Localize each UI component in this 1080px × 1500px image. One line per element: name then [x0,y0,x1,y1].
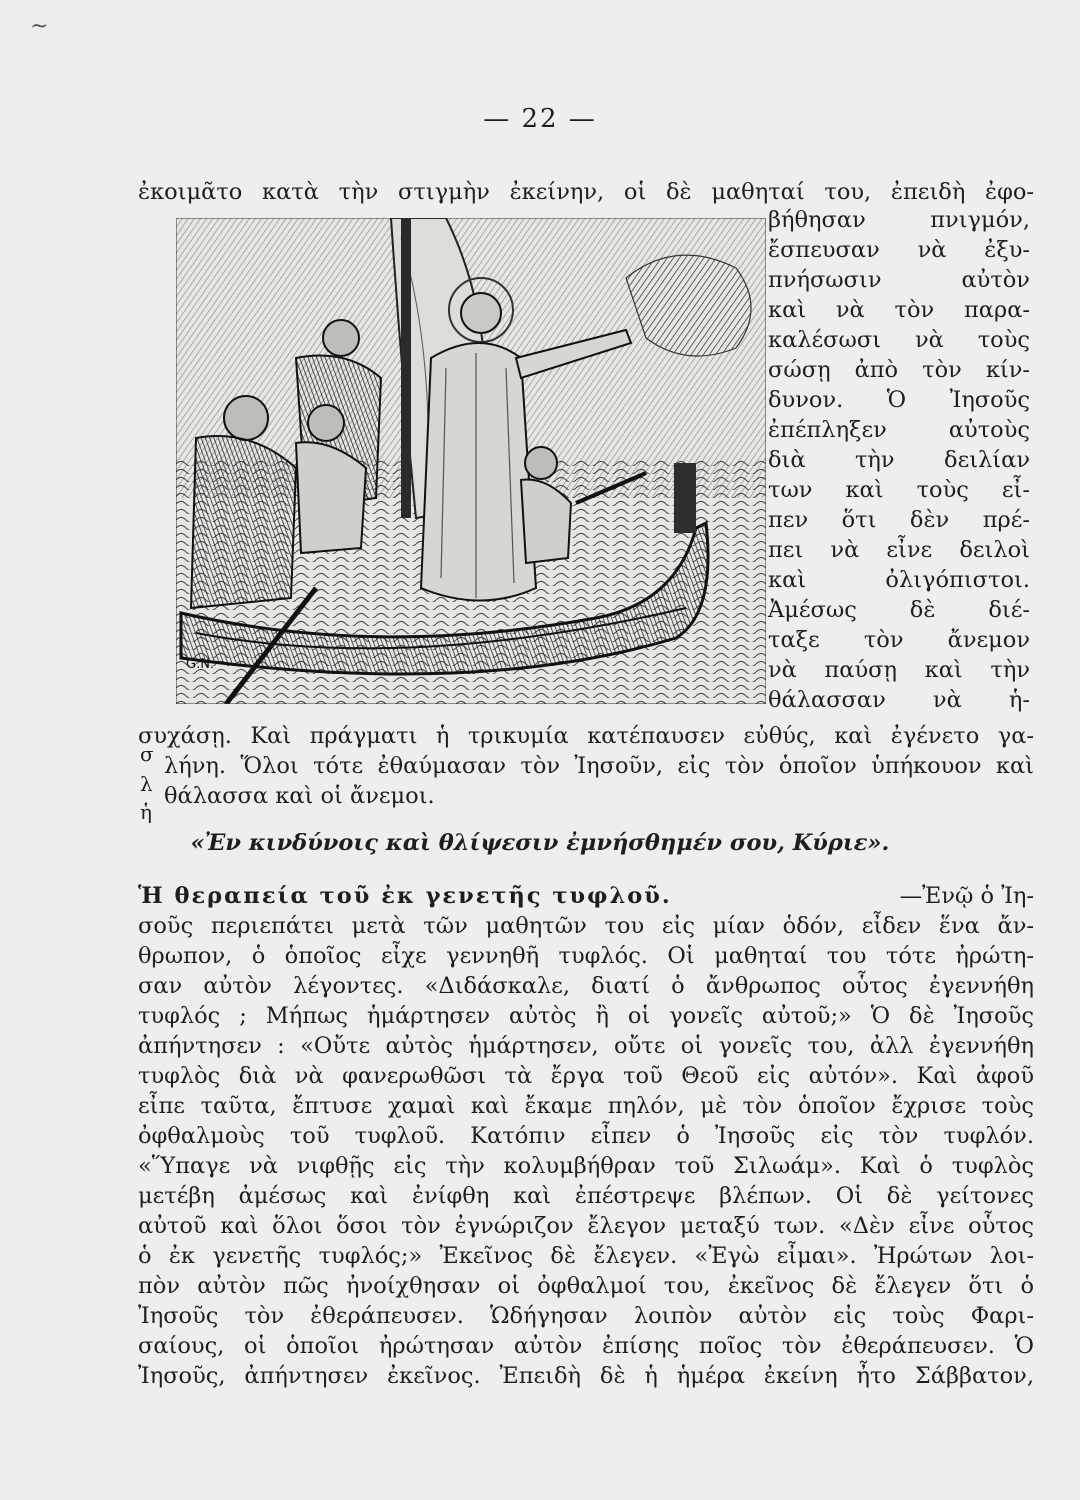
side-line: καλέσωσι νὰ τοὺς [768,327,1030,353]
side-line: πεν ὅτι δὲν πρέ- [768,507,1030,533]
section-first-line [138,882,1034,910]
section-line: «Ὕπαγε νὰ νιφθῇς εἰς τὴν κολυμβήθραν τοῦ Σιλωάμ». Καὶ ὁ τυφλὸς [138,1153,1034,1179]
section-line: ὀφθαλμοὺς τοῦ τυφλοῦ. Κατόπιν εἶπεν ὁ Ἰησοῦς εἰς τὸν τυφλόν. [138,1123,1034,1149]
page-number: — 22 — [483,104,597,134]
section-line: σοῦς περιεπάτει μετὰ τῶν μαθητῶν του εἰς μίαν ὁδόν, εἶδεν ἕνα ἄν- [138,913,1034,939]
side-line: σώσῃ ἀπὸ τὸν κίν- [768,357,1030,383]
side-line: διὰ τὴν δειλίαν [768,447,1030,473]
after-line: θάλασσα καὶ οἱ ἄνεμοι. [164,783,435,809]
side-line: ἐπέπληξεν αὐτοὺς [768,417,1030,443]
first-line: ἐκοιμᾶτο κατὰ τὴν στιγμὴν ἐκείνην, οἱ δὲ μαθηταί του, ἐπειδὴ ἐφο- [138,179,1034,205]
side-line: βήθησαν πνιγμόν, [768,207,1030,233]
section-heading: Ἡ θεραπεία τοῦ ἐκ γενετῆς τυφλοῦ. [138,883,672,909]
section-line: σαν αὐτὸν λέγοντες. «Διδάσκαλε, διατί ὁ ἄνθρωπος οὗτος ἐγεννήθη [138,973,1034,999]
side-line: καὶ νὰ τὸν παρα- [768,297,1030,323]
section-line: σαίους, οἱ ὁποῖοι ἠρώτησαν αὐτὸν ἐπίσης ποῖος τὸν ἐθεράπευσεν. Ὁ [138,1333,1034,1359]
after-line: συχάσῃ. Καὶ πράγματι ἡ τρικυμία κατέπαυσεν εὐθύς, καὶ ἐγένετο γα- [138,723,1034,749]
margin-letter: ἡ [140,800,152,824]
margin-mark: ~ [30,14,49,39]
side-line: νὰ παύσῃ καὶ τὴν [768,657,1030,683]
side-line: καὶ ὀλιγόπιστοι. [768,567,1030,593]
illustration-signature: G.N. [186,657,215,672]
side-line: ἔσπευσαν νὰ ἐξυ- [768,237,1030,263]
section-line: —Ἐνῷ ὁ Ἰη- [899,883,1034,909]
section-line: ἀπήντησεν : «Οὔτε αὐτὸς ἡμάρτησεν, οὔτε οἱ γονεῖς του, ἀλλ ἐγεννήθη [138,1033,1034,1059]
side-line: πνήσωσιν αὐτὸν [768,267,1030,293]
section-line: τυφλός ; Μήπως ἡμάρτησεν αὐτὸς ἢ οἱ γονεῖς αὐτοῦ;» Ὁ δὲ Ἰησοῦς [138,1003,1034,1029]
side-line: θάλασσαν νὰ ἡ- [768,687,1030,713]
margin-letter: λ [140,772,153,796]
side-line: δυνον. Ὁ Ἰησοῦς [768,387,1030,413]
section-line: εἶπε ταῦτα, ἔπτυσε χαμαὶ καὶ ἔκαμε πηλόν, μὲ τὸν ὁποῖον ἔχρισε τοὺς [138,1093,1034,1119]
section-line: τυφλὸς διὰ νὰ φανερωθῶσι τὰ ἔργα τοῦ Θεοῦ εἰς αὐτόν». Καὶ ἀφοῦ [138,1063,1034,1089]
section-line: θρωπον, ὁ ὁποῖος εἶχε γεννηθῆ τυφλός. Οἱ μαθηταί του τότε ἠρώτη- [138,943,1034,969]
quote: «Ἐν κινδύνοις καὶ θλίψεσιν ἐμνήσθημέν σου, Κύριε». [190,830,890,856]
side-line: Ἀμέσως δὲ διέ- [768,597,1030,623]
side-line: των καὶ τοὺς εἶ- [768,477,1030,503]
section-line: πὸν αὐτὸν πῶς ἠνοίχθησαν οἱ ὀφθαλμοί του, ἐκεῖνος δὲ ἔλεγεν ὅτι ὁ [138,1273,1034,1299]
side-line: ταξε τὸν ἄνεμον [768,627,1030,653]
margin-letter: σ [140,742,154,766]
side-line: πει νὰ εἶνε δειλοὶ [768,537,1030,563]
section-line: μετέβη ἀμέσως καὶ ἐνίφθη καὶ ἐπέστρεψε βλέπων. Οἱ δὲ γείτονες [138,1183,1034,1209]
section-line: αὐτοῦ καὶ ὅλοι ὅσοι τὸν ἐγνώριζον ἔλεγον μεταξύ των. «Δὲν εἶνε οὗτος [138,1213,1034,1239]
storm-boat-illustration [176,218,766,704]
section-line: Ἰησοῦς τὸν ἐθεράπευσεν. Ὡδήγησαν λοιπὸν αὐτὸν εἰς τοὺς Φαρι- [138,1303,1034,1329]
after-line: λήνη. Ὅλοι τότε ἐθαύμασαν τὸν Ἰησοῦν, εἰς τὸν ὁποῖον ὑπήκουον καὶ [164,753,1034,779]
section-line: ὁ ἐκ γενετῆς τυφλός;» Ἐκεῖνος δὲ ἔλεγεν. «Ἐγὼ εἶμαι». Ἠρώτων λοι- [138,1243,1034,1269]
section-line: Ἰησοῦς, ἀπήντησεν ἐκεῖνος. Ἐπειδὴ δὲ ἡ ἡμέρα ἐκείνη ἦτο Σάββατον, [138,1363,1034,1389]
